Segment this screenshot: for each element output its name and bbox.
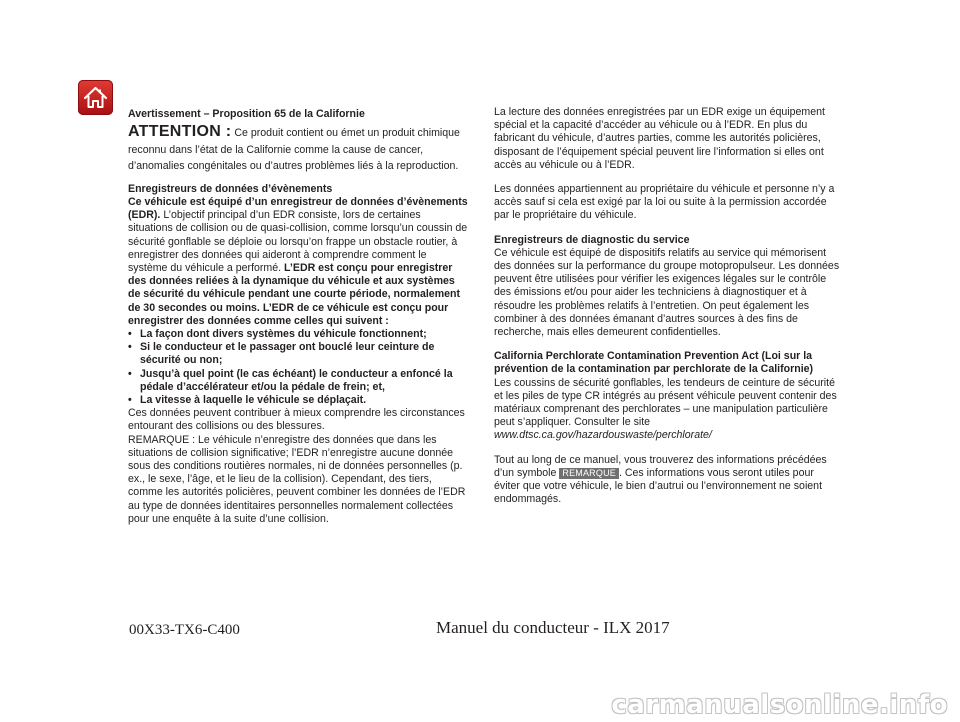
attention-paragraph xyxy=(128,124,468,175)
manual-title: Manuel du conducteur - ILX 2017 xyxy=(436,618,670,637)
edr-text-2: Ces données peuvent contribuer à mieux comprendre les circonstances entourant des collisions ou des blessures. xyxy=(128,407,465,433)
right-column xyxy=(494,106,840,506)
perchlorate-heading: California Perchlorate Contamination Prevention Act (Loi sur la prévention de la contamination par perchlorate de la Californie) xyxy=(494,350,814,376)
perchlorate-url[interactable]: www.dtsc.ca.gov/hazardouswaste/perchlorate/ xyxy=(494,429,712,442)
home-icon xyxy=(82,84,109,111)
edr-bullet-list xyxy=(128,328,468,407)
list-item: • La vitesse à laquelle le véhicule se déplaçait. xyxy=(128,394,468,407)
edr-bold-2: L’EDR est conçu pour enregistrer des données reliées à la dynamique du véhicule et aux systèmes de sécurité du véhicule pendant une courte période, normalement de 30 secondes ou moins. L’EDR de ce véhicule est conçu pour enregistrer des données comme celles qui suivent : xyxy=(128,261,461,327)
diag-paragraph: Ce véhicule est équipé de dispositifs relatifs au service qui mémorisent des données sur la performance du groupe motopropulseur. Les données peuvent être utilisées pour vérifier les exigences légales sur le contrôle des émissions et/ou pour aider les techniciens à diagnostiquer et à résoudre les problèmes relatifs à l’entretien. On peut également les combiner à des données émanant d’autres sources à des fins de recherche, mais elles demeurent confidentielles. xyxy=(494,246,840,339)
left-column xyxy=(128,108,468,526)
edr-heading: Enregistreurs de données d’évènements xyxy=(128,182,333,195)
document-code: 00X33-TX6-C400 xyxy=(129,622,240,638)
remarque-text-before: Tout au long de ce manuel, vous trouverez des informations précédées d’un symbole xyxy=(494,453,827,479)
list-item: • Si le conducteur et le passager ont bouclé leur ceinture de sécurité ou non; xyxy=(128,341,468,367)
edr-paragraph xyxy=(128,196,468,328)
remarque-badge: REMARQUE xyxy=(559,468,619,479)
list-item: • Jusqu’à quel point (le cas échéant) le conducteur a enfoncé la pédale d’accélérateur et/ou la pédale de frein; et, xyxy=(128,368,468,394)
remarque-paragraph xyxy=(494,454,840,507)
attention-text: Ce produit contient ou émet un produit chimique reconnu dans l’état de la Californie comme la cause de cancer, d’anomalies congénitales ou d’autres problèmes liés à la reproduction. xyxy=(128,127,460,173)
edr-text-3: REMARQUE : Le véhicule n’enregistre des données que dans les situations de collision significative; l’EDR n’enregistre aucune donnée sous des conditions routières normales, ni de données personnelles (p. ex., le sexe, l’âge, et le lieu de la collision). Cependant, des tiers, comme les autorités policières, peuvent combiner les données de l’EDR au type de données identitaires personnelles normalement collectées pour une enquête à la suite d’une collision. xyxy=(128,433,466,525)
edr-reading-paragraph: La lecture des données enregistrées par un EDR exige un équipement spécial et la capacité d’accéder au véhicule ou à l’EDR. En plus du fabricant du véhicule, d’autres parties, comme les autorités policières, disposant de l’équipement spécial peuvent lire l’information si elles ont accès au véhicule ou à l’EDR. xyxy=(494,106,825,171)
diag-heading: Enregistreurs de diagnostic du service xyxy=(494,233,690,246)
edr-text-1: L’objectif principal d’un EDR consiste, lors de certaines situations de collision ou de quasi-collision, comme lorsqu’un coussin de sécurité gonflable se déploie ou lorsqu’on frappe un obstacle routier, à enregistrer des données qui aideront à comprendre comment le système du véhicule a performé. xyxy=(128,209,468,274)
perchlorate-paragraph: Les coussins de sécurité gonflables, les tendeurs de ceinture de sécurité et les piles de type CR intégrés au présent véhicule peuvent contenir des matériaux comprenant des perchlorates – une manipulation particulière peut s’appliquer. Consulter le site xyxy=(494,376,837,429)
watermark: carmanualsonline.info xyxy=(611,690,948,720)
attention-word: ATTENTION : xyxy=(128,123,232,141)
edr-bold-intro: Ce véhicule est équipé d’un enregistreur de données d’évènements (EDR). xyxy=(128,195,468,222)
data-ownership-paragraph: Les données appartiennent au propriétaire du véhicule et personne n’y a accès sauf si cela est exigé par la loi ou suite à la permission accordée par le propriétaire du véhicule. xyxy=(494,183,835,222)
list-item: • La façon dont divers systèmes du véhicule fonctionnent; xyxy=(128,328,468,341)
home-button[interactable] xyxy=(78,80,113,115)
remarque-text-after: . Ces informations vous seront utiles pour éviter que votre véhicule, le bien d’autrui ou l’environnement ne soient endommagés. xyxy=(494,466,823,506)
prop65-heading: Avertissement – Proposition 65 de la Californie xyxy=(128,108,365,120)
